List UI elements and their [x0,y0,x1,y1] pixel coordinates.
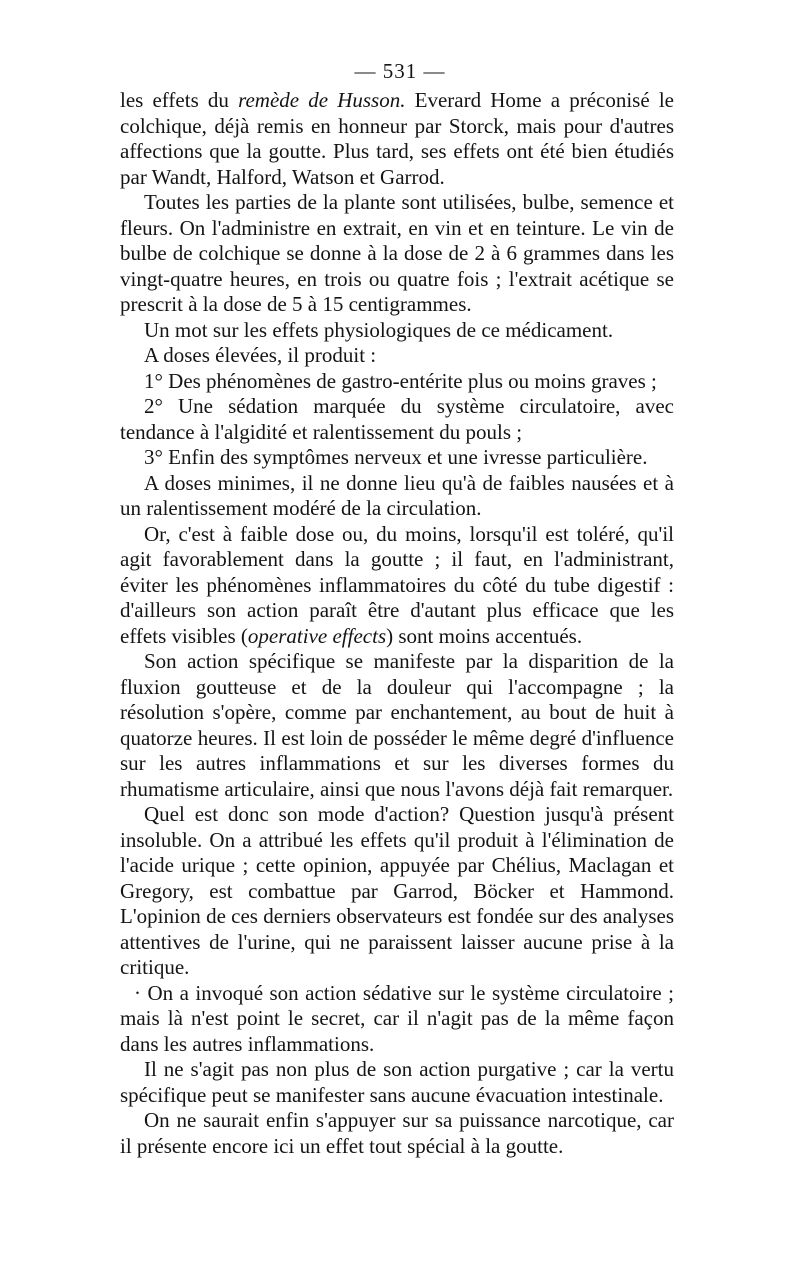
page-body [120,88,674,1159]
text-segment: Toutes les parties de la plante sont utilisées, bulbe, semence et fleurs. On l'administre en extrait, en vin et en teinture. Le vin de bulbe de colchique se donne à la dose de 2 à 6 grammes dans les vingt-quatre heures, en trois ou quatre fois ; l'extrait acétique se prescrit à la dose de 5 à 15 centigrammes. [120,190,674,316]
text-segment: Everard Home a préconisé le colchique, déjà remis en honneur par Storck, mais pour d'autres affections que la goutte. Plus tard, ses effets ont été bien étudiés par Wandt, Halford, Watson et Garrod. [120,88,674,189]
text-segment: Son action spécifique se manifeste par la disparition de la fluxion goutteuse et de la douleur qui l'accompagne ; la résolution s'opère, comme par enchantement, au bout de huit à quatorze heures. Il est loin de posséder le même degré d'influence sur les autres inflammations et sur les diverses formes du rhumatisme articulaire, ainsi que nous l'avons déjà fait remarquer. [120,649,674,801]
text-segment: 2° Une sédation marquée du système circulatoire, avec tendance à l'algidité et ralentissement du pouls ; [120,394,674,444]
paragraph-low-dose-action [120,522,674,650]
text-segment: les effets du [120,88,239,112]
paragraph-minimal-doses [120,471,674,522]
text-segment: Quel est donc son mode d'action? Question jusqu'à présent insoluble. On a attribué les effets qu'il produit à l'élimination de l'acide urique ; cette opinion, appuyée par Chélius, Maclagan et Gregory, est combattue par Garrod, Böcker et Hammond. L'opinion de ces derniers observateurs est fondée sur des analyses attentives de l'urine, qui ne paraissent laisser aucune prise à la critique. [120,802,674,979]
paragraph-purgative-action [120,1057,674,1108]
italic-segment: operative effects [247,623,387,648]
text-segment: 1° Des phénomènes de gastro-entérite plus ou moins graves ; [144,368,657,393]
paragraph-specific-action [120,649,674,802]
paragraph-plant-parts [120,190,674,318]
paragraph-physiological-effects [120,318,674,344]
text-segment: 3° Enfin des symptômes nerveux et une ivresse particulière. [144,445,648,469]
list-item-1 [120,369,674,395]
paragraph-sedative-action [120,981,674,1058]
paragraph-continued [120,88,674,190]
paragraph-narcotic-power [120,1108,674,1159]
page-number: — 531 — [354,59,446,83]
list-item-2 [120,394,674,445]
text-segment: A doses élevées, il produit : [144,343,377,367]
text-segment: On ne saurait enfin s'appuyer sur sa puissance narcotique, car il présente encore ici un effet tout spécial à la goutte. [120,1108,674,1158]
text-segment: Il ne s'agit pas non plus de son action purgative ; car la vertu spécifique peut se manifester sans aucune évacuation intestinale. [120,1057,674,1107]
text-segment: ) sont moins accentués. [386,623,583,648]
list-item-3 [120,445,674,471]
text-segment: A doses minimes, il ne donne lieu qu'à de faibles nausées et à un ralentissement modéré de la circulation. [120,470,674,520]
text-segment: Or, c'est à faible dose ou, du moins, lorsqu'il est toléré, qu'il agit favorablement dans la goutte ; il faut, en l'administrant, éviter les phénomènes inflammatoires du côté du tube digestif : d'ailleurs son action paraît être d'autant plus efficace que les effets visibles ( [120,521,674,648]
paragraph-mode-of-action [120,802,674,981]
italic-segment: remède de Husson. [238,88,406,112]
text-segment: Un mot sur les effets physiologiques de ce médicament. [144,317,614,342]
paragraph-high-doses [120,343,674,369]
text-segment: · On a invoqué son action sédative sur le système circulatoire ; mais là n'est point le secret, car il n'agit pas de la même façon dans les autres inflammations. [120,980,674,1056]
